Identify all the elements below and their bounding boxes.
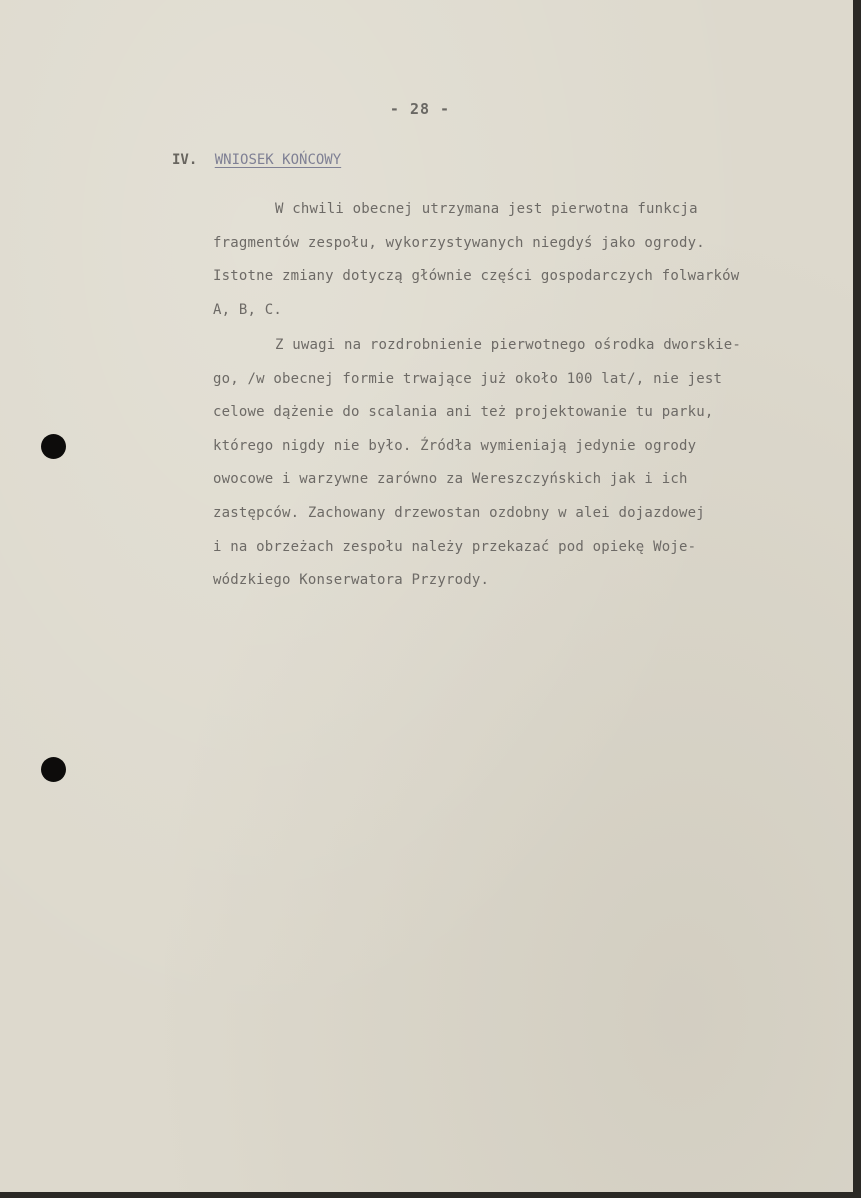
text-line: celowe dążenie do scalania ani też projektowanie tu parku,: [213, 404, 714, 421]
scan-edge-bottom: [0, 1192, 861, 1198]
text-line: zastępców. Zachowany drzewostan ozdobny w alei dojazdowej: [213, 504, 705, 521]
paragraph-2: [213, 329, 853, 598]
section-title: WNIOSEK KOŃCOWY: [214, 152, 342, 168]
punch-hole-bottom: [41, 757, 66, 782]
text-line: Z uwagi na rozdrobnienie pierwotnego ośrodka dworskie-: [275, 337, 741, 353]
text-line: Istotne zmiany dotyczą głównie części gospodarczych folwarków: [213, 268, 740, 285]
punch-hole-top: [41, 434, 66, 459]
scan-edge-right: [853, 0, 861, 1198]
text-line: wódzkiego Konserwatora Przyrody.: [213, 572, 490, 589]
text-line: fragmentów zespołu, wykorzystywanych niegdyś jako ogrody.: [213, 234, 705, 251]
text-line: W chwili obecnej utrzymana jest pierwotna funkcja: [275, 201, 698, 217]
text-line: go, /w obecnej formie trwające już około 100 lat/, nie jest: [213, 370, 723, 387]
section-number: IV.: [172, 152, 198, 168]
page-number: - 28 -: [389, 100, 451, 118]
text-line: i na obrzeżach zespołu należy przekazać pod opiekę Woje-: [213, 538, 697, 555]
text-line: owocowe i warzywne zarówno za Wereszczyńskich jak i ich: [213, 471, 688, 488]
text-line: A, B, C.: [213, 301, 283, 318]
paragraph-1: [213, 193, 853, 327]
section-heading: [172, 152, 341, 168]
text-line: którego nigdy nie było. Źródła wymieniają jedynie ogrody: [213, 437, 697, 454]
